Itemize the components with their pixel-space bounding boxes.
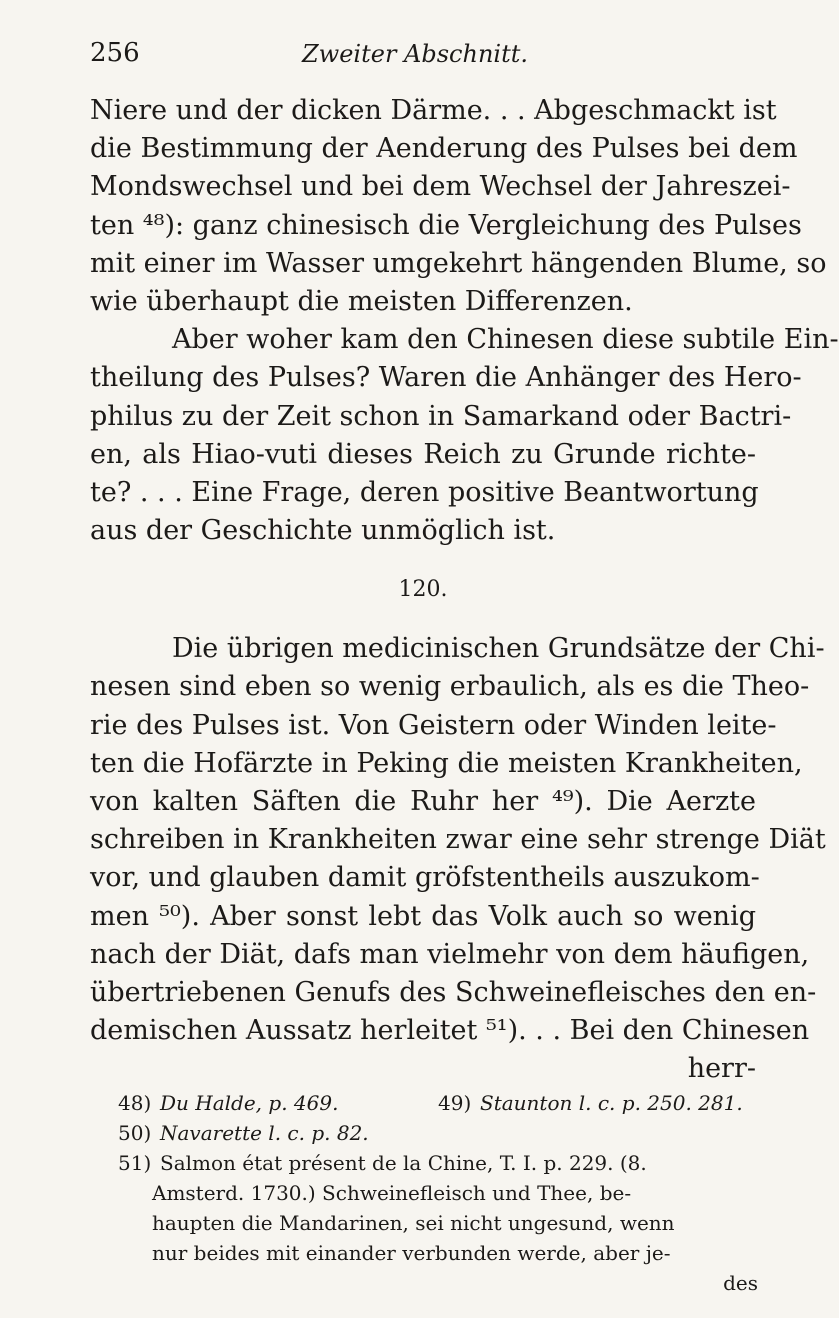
text-line: philus zu der Zeit schon in Samarkand oder Bactri- [90,400,792,432]
footnote-mark: 49) [438,1091,472,1115]
text-line: mit einer im Wasser umgekehrt hängenden Blume, so [90,247,827,279]
text-line: nesen sind eben so wenig erbaulich, als es die Theo- [90,671,810,703]
text-line: theilung des Pulses? Waren die Anhänger des Hero- [90,362,802,394]
text-line: rie des Pulses ist. Von Geistern oder Winden leite- [90,709,777,741]
footnote-51 [118,1148,758,1178]
footnote-mark: 48) [118,1091,152,1115]
text-line: schreiben in Krankheiten zwar eine sehr strenge Diät [90,824,826,856]
text-line: Aber woher kam den Chinesen diese subtile Ein- [172,324,839,356]
footnote-continuation: nur beides mit einander verbunden werde, aber je- [152,1241,671,1265]
footnote-catchword: des [723,1271,758,1295]
text-line: Mondswechsel und bei dem Wechsel der Jahreszei- [90,171,791,203]
text-line: en, als Hiao-vuti dieses Reich zu Grunde richte- [90,438,756,470]
catchword: herr- [687,1053,756,1085]
footnote-48-49 [118,1088,758,1118]
text-line: ten ⁴⁸): ganz chinesisch die Vergleichung des Pulses [90,209,802,241]
footnote-text: Staunton l. c. p. 250. 281. [480,1091,743,1115]
text-line: wie überhaupt die meisten Differenzen. [90,285,633,317]
text-line: nach der Diät, dafs man vielmehr von dem häufigen, [90,938,810,970]
section-number: 120. [398,577,448,603]
footnote-text: Navarette l. c. p. 82. [160,1121,369,1145]
main-text [90,92,839,1089]
text-line: te? . . . Eine Frage, deren positive Beantwortung [90,476,759,508]
text-line: men ⁵⁰). Aber sonst lebt das Volk auch so wenig [90,900,756,932]
running-header [90,38,750,78]
text-line: Niere und der dicken Därme. . . Abgeschmackt ist [90,95,777,126]
footnote-49 [438,1088,743,1118]
page-number: 256 [90,38,140,68]
text-line: von kalten Säften die Ruhr her ⁴⁹). Die Aerzte [90,786,756,817]
footnote-text: Salmon état présent de la Chine, T. I. p. 229. (8. [160,1151,647,1175]
footnotes [118,1088,758,1298]
text-line: vor, und glauben damit gröfstentheils auszukom- [90,862,760,894]
text-line: ten die Hofärzte in Peking die meisten Krankheiten, [90,747,803,779]
text-line: die Bestimmung der Aenderung des Pulses bei dem [90,133,798,165]
text-line: demischen Aussatz herleitet ⁵¹). . . Bei den Chinesen [90,1015,810,1047]
text-line: übertriebenen Genufs des Schweinefleisches den en- [90,976,817,1008]
text-line: Die übrigen medicinischen Grundsätze der Chi- [172,633,825,665]
footnote-continuation: Amsterd. 1730.) Schweinefleisch und Thee, be- [152,1181,632,1205]
text-line: aus der Geschichte unmöglich ist. [90,515,556,547]
footnote-continuation: haupten die Mandarinen, sei nicht ungesund, wenn [152,1211,675,1235]
running-title: Zweiter Abschnitt. [302,40,529,68]
footnote-50 [118,1118,758,1148]
footnote-mark: 51) [118,1151,152,1175]
footnote-text: Du Halde, p. 469. [160,1091,339,1115]
footnote-mark: 50) [118,1121,152,1145]
